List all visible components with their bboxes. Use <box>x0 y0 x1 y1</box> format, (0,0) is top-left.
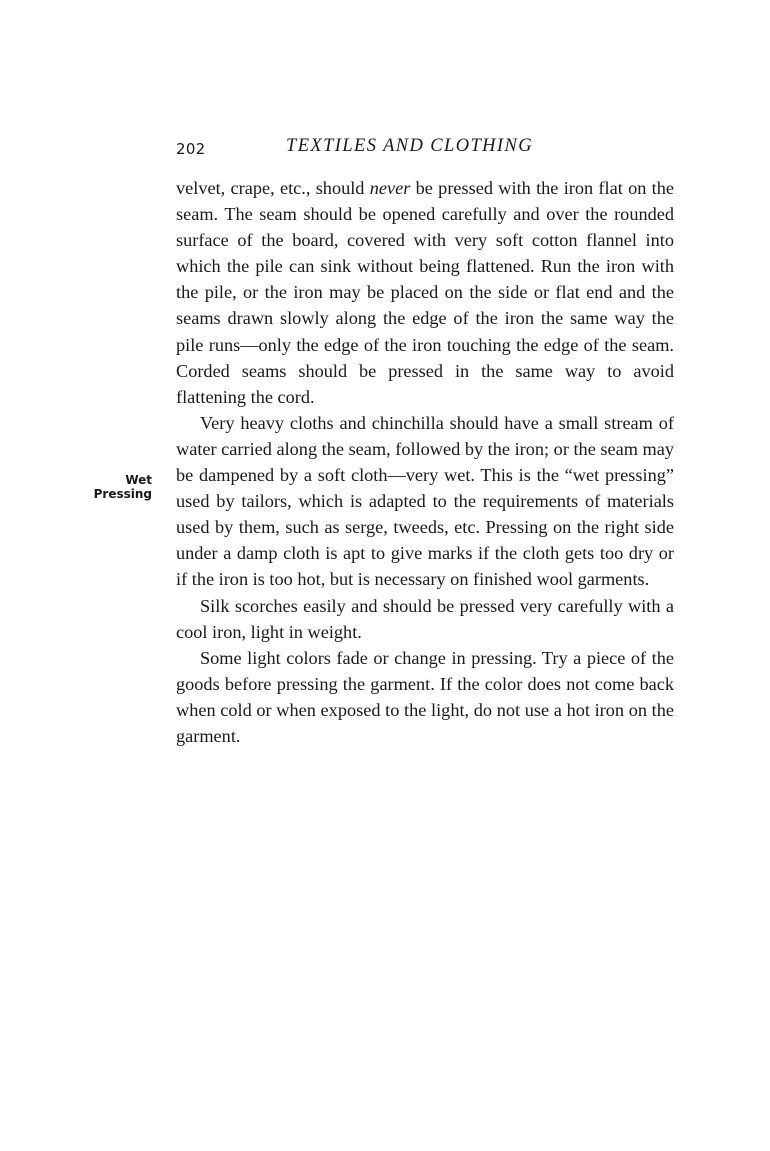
page-header <box>176 136 674 160</box>
running-head: TEXTILES AND CLOTHING <box>286 136 533 156</box>
body-text <box>176 175 674 749</box>
paragraph-velvet <box>176 175 674 410</box>
paragraph-wet-pressing: Very heavy cloths and chinchilla should have a small stream of water carried along the seam, followed by the iron; or the seam may be dampened by a soft cloth—very wet. This is the “wet pressing” used by tailors, which is adapted to the requirements of materials used by them, such as serge, tweeds, etc. Pressing on the right side under a damp cloth is apt to give marks if the cloth gets too dry or if the iron is too hot, but is necessary on finished wool garments. <box>176 412 674 590</box>
page-number: 202 <box>176 140 206 158</box>
emphasis-never: never <box>369 178 411 198</box>
paragraph-velvet-rest: be pressed with the iron flat on the seam. The seam should be opened carefully and over the rounded surface of the board, covered with very soft cotton flannel into which the pile can sink without being flattened. Run the iron with the pile, or the iron may be placed on the side or flat end and the seams drawn slowly along the edge of the iron the same way the pile runs—only the edge of the iron touching the edge of the seam. Corded seams should be pressed in the same way to avoid flattening the cord. <box>176 178 674 407</box>
paragraph-velvet-start: velvet, crape, etc., should <box>176 178 370 198</box>
margin-note-line-1: Wet <box>125 473 152 487</box>
margin-note-wet-pressing <box>88 473 152 501</box>
paragraph-silk: Silk scorches easily and should be pressed very carefully with a cool iron, light in weight. <box>176 595 674 642</box>
paragraph-light-colors: Some light colors fade or change in pressing. Try a piece of the goods before pressing the garment. If the color does not come back when cold or when exposed to the light, do not use a hot iron on the garment. <box>176 647 674 746</box>
margin-note-line-2: Pressing <box>93 487 152 501</box>
